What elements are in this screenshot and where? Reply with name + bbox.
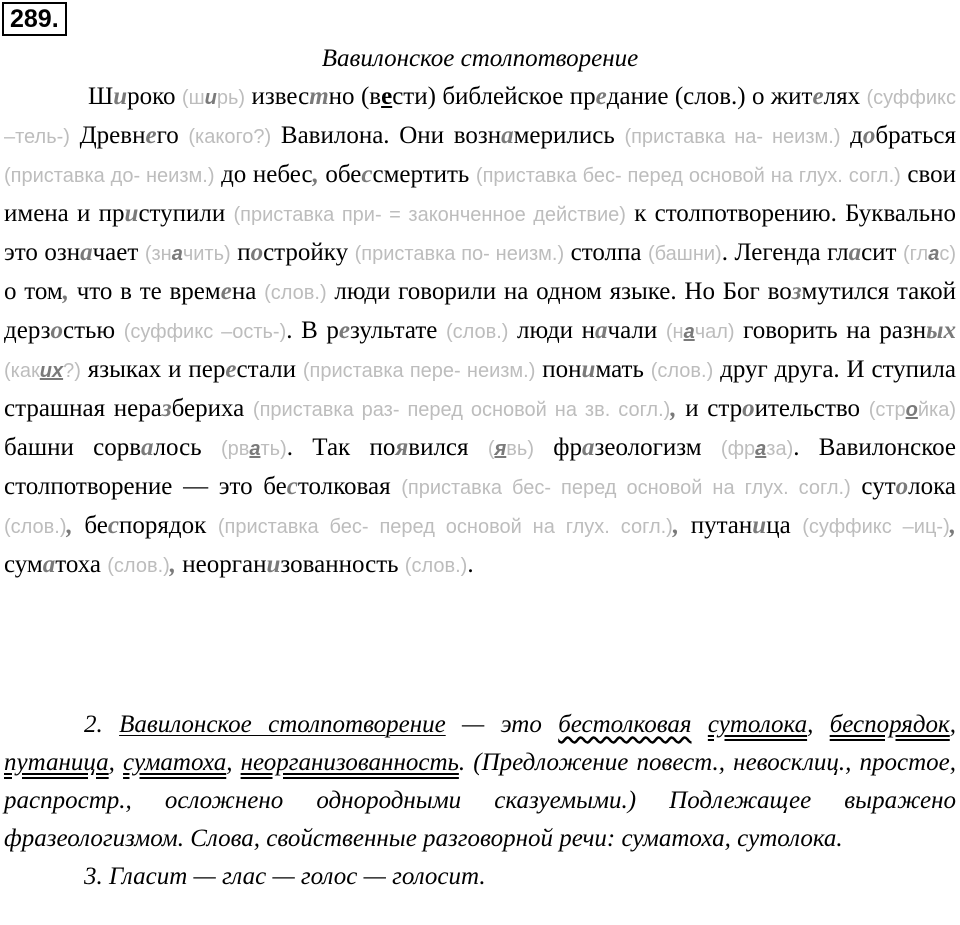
- orthogram-letter: и: [266, 551, 281, 578]
- predicate-word: суматоха: [123, 749, 227, 776]
- analysis-run: ,: [226, 749, 241, 776]
- text-run: зованность: [280, 551, 405, 578]
- orthogram-letter: о: [742, 395, 755, 422]
- orthogram-letter: их: [39, 360, 64, 382]
- orthogram-letter: ,: [169, 551, 177, 578]
- grey-note: (приставка пере- неизм.): [302, 360, 536, 382]
- text-paragraph: [4, 78, 956, 585]
- grey-note: (слов.): [650, 360, 714, 382]
- note-run: (: [487, 438, 495, 460]
- note-run: (зн: [144, 243, 172, 265]
- orthogram-letter: о: [250, 239, 264, 266]
- text-run: неорган: [176, 551, 267, 578]
- predicate-word: сутолока: [707, 711, 808, 738]
- note-run: вь): [506, 438, 534, 460]
- text-run: чали: [607, 317, 666, 344]
- grey-note: [221, 438, 287, 460]
- orthogram-letter: и: [204, 87, 217, 109]
- orthogram-letter: о: [905, 399, 918, 421]
- orthogram-letter: ,: [312, 161, 319, 188]
- text-run: д: [840, 122, 863, 149]
- text-run: вился: [408, 434, 488, 461]
- exercise-text: [4, 78, 956, 585]
- text-run: что в те врем: [68, 278, 221, 305]
- note-run: йка): [917, 399, 957, 421]
- note-run: (рв: [220, 438, 250, 460]
- text-run: . Так по: [286, 434, 396, 461]
- text-run: роко: [127, 83, 182, 110]
- text-run: мутился такой дерз: [4, 278, 957, 344]
- text-run: на: [231, 278, 265, 305]
- analysis-item-3: 3. Гласит — глас — голос — голосит.: [84, 863, 486, 890]
- orthogram-letter: а: [249, 438, 261, 460]
- orthogram-letter: а: [582, 434, 595, 461]
- orthogram-letter: а: [141, 434, 154, 461]
- orthogram-letter: а: [42, 551, 56, 578]
- note-run: (как: [4, 360, 40, 382]
- orthogram-letter: а: [928, 243, 940, 265]
- text-run: (в: [360, 83, 382, 110]
- text-run: сит: [861, 239, 903, 266]
- note-run: чить): [182, 243, 231, 265]
- text-run: и стр: [676, 395, 743, 422]
- text-run: дание (слов.) о жит: [606, 83, 813, 110]
- orthogram-letter: и: [581, 356, 596, 383]
- text-run: . Вавилонское столпотворение — это бе: [4, 434, 956, 500]
- grey-note: [145, 243, 231, 265]
- orthogram-letter: а: [683, 321, 695, 343]
- orthogram-letter: ,: [670, 395, 677, 422]
- text-run: браться: [875, 122, 956, 149]
- text-run: зультате: [349, 317, 446, 344]
- text-run: бериха: [171, 395, 253, 422]
- text-run: люди н: [508, 317, 596, 344]
- orthogram-letter: с: [361, 161, 373, 188]
- orthogram-letter: а: [848, 239, 862, 266]
- text-run: языках и пер: [80, 356, 226, 383]
- text-run: . Легенда гл: [721, 239, 849, 266]
- orthogram-letter: и: [752, 512, 767, 539]
- text-run: тоха: [55, 551, 108, 578]
- text-run: извес: [245, 83, 310, 110]
- text-run: говорить на разн: [734, 317, 927, 344]
- subject-phrase: Вавилонское столпотворение: [119, 711, 446, 738]
- orthogram-letter: о: [50, 317, 63, 344]
- analysis-run: ,: [949, 711, 957, 738]
- orthogram-letter: е: [225, 356, 237, 383]
- orthogram-letter: е: [145, 122, 157, 149]
- text-run: п: [230, 239, 251, 266]
- text-run: Ш: [88, 83, 114, 110]
- grey-note: (суффикс –иц-): [802, 516, 950, 538]
- note-run: рь): [216, 87, 246, 109]
- analysis-run: — это: [445, 711, 559, 738]
- orthogram-letter: я: [395, 434, 409, 461]
- grey-note: (приставка бес- перед основой на глух. согл.): [475, 165, 901, 187]
- text-run: к столпотворению. Буквально это озн: [4, 200, 956, 266]
- note-run: чал): [694, 321, 735, 343]
- note-run: (фр: [720, 438, 756, 460]
- text-run: фр: [534, 434, 583, 461]
- orthogram-letter: о: [862, 122, 876, 149]
- text-run: лях: [823, 83, 867, 110]
- orthogram-letter: с: [286, 473, 298, 500]
- grey-note: (слов.): [264, 282, 327, 304]
- orthogram-letter: з: [791, 278, 802, 305]
- note-run: с): [939, 243, 956, 265]
- grey-note: (слов.): [107, 555, 170, 577]
- predicate-word: путаница: [4, 749, 109, 776]
- orthogram-letter: т: [309, 83, 329, 110]
- text-run: ительство: [754, 395, 869, 422]
- grey-note: [721, 438, 793, 460]
- grey-note: (суффикс –тель-): [4, 87, 956, 148]
- orthogram-letter: ,: [949, 512, 956, 539]
- predicate-word: неорганизованность: [240, 749, 459, 776]
- text-run: друг друга. И ступила страшная нера: [4, 356, 957, 422]
- grey-note: (слов.): [445, 321, 509, 343]
- text-run: сут: [850, 473, 896, 500]
- text-run: порядок: [118, 512, 218, 539]
- text-run: люди говорили на одном языке. Но Бог во: [326, 278, 792, 305]
- orthogram-letter: и: [113, 83, 128, 110]
- orthogram-letter: е: [595, 83, 607, 110]
- analysis-run: ,: [807, 711, 830, 738]
- grey-note: (приставка бес- перед основой на глух. согл.): [217, 516, 673, 538]
- orthogram-letter: я: [494, 438, 507, 460]
- text-run: пон: [535, 356, 582, 383]
- grey-note: [869, 399, 956, 421]
- text-run: сум: [4, 551, 43, 578]
- grey-note: (приставка раз- перед основой на зв. согл.): [252, 399, 671, 421]
- analysis-item-2: [4, 706, 956, 858]
- grey-note: (приставка при- = законченное действие): [233, 204, 626, 226]
- orthogram-letter: а: [595, 317, 608, 344]
- note-run: (ш: [181, 87, 205, 109]
- orthogram-letter: а: [80, 239, 93, 266]
- orthogram-letter: а: [171, 243, 183, 265]
- text-run: обе: [318, 161, 362, 188]
- text-run: столпа: [564, 239, 648, 266]
- orthogram-letter: а: [755, 438, 767, 460]
- exercise-number: 289.: [2, 2, 67, 36]
- text-run: лось: [153, 434, 221, 461]
- grey-note: (слов.): [404, 555, 468, 577]
- text-run: зеологизм: [594, 434, 721, 461]
- note-run: (стр: [868, 399, 906, 421]
- orthogram-letter: е: [381, 83, 393, 110]
- text-run: башни сорв: [4, 434, 142, 461]
- text-run: смертить: [372, 161, 476, 188]
- text-run: мерились: [513, 122, 625, 149]
- grey-note: (приставка по- неизм.): [354, 243, 565, 265]
- text-title: Вавилонское столпотворение: [321, 45, 639, 72]
- text-run: сти) библейское пр: [392, 83, 596, 110]
- orthogram-letter: ,: [672, 512, 680, 539]
- text-run: лока: [908, 473, 956, 500]
- grey-note: (суффикс –ость-): [123, 321, 287, 343]
- note-run: ть): [260, 438, 287, 460]
- analysis-run: 2.: [84, 711, 120, 738]
- orthogram-letter: е: [220, 278, 232, 305]
- grey-note: [4, 360, 81, 382]
- orthogram-letter: е: [812, 83, 824, 110]
- orthogram-letter: ,: [66, 512, 73, 539]
- grey-note: [182, 87, 245, 109]
- modifier-word: бестолковая: [558, 711, 692, 738]
- grey-note: [903, 243, 956, 265]
- text-run: Вавилона. Они возн: [271, 122, 502, 149]
- analysis-run: . (Предложение повест., невосклиц., простое, распростр., осложнено однородными сказуемыми.) Подлежащее выражено фразеологизмом. Слова, свойственные разговорной речи: суматоха, сутолока.: [4, 749, 957, 852]
- analysis-section: [4, 706, 956, 896]
- orthogram-letter: с: [107, 512, 119, 539]
- grey-note: (приставка бес- перед основой на глух. согл.): [401, 477, 851, 499]
- text-run: путан: [679, 512, 753, 539]
- text-run: толковая: [297, 473, 402, 500]
- text-run: Древн: [69, 122, 146, 149]
- text-run: стали: [236, 356, 303, 383]
- orthogram-letter: а: [501, 122, 514, 149]
- orthogram-letter: ых: [926, 317, 956, 344]
- predicate-word: беспорядок: [829, 711, 950, 738]
- analysis-run: [692, 711, 708, 738]
- grey-note: [488, 438, 534, 460]
- text-run: стройку: [263, 239, 355, 266]
- text-run: бе: [72, 512, 108, 539]
- orthogram-letter: и: [124, 200, 139, 227]
- text-run: свои имена и пр: [4, 161, 957, 227]
- text-run: стью: [63, 317, 124, 344]
- orthogram-letter: ,: [62, 278, 69, 305]
- grey-note: [666, 321, 735, 343]
- note-run: (гл: [903, 243, 929, 265]
- text-run: но: [328, 83, 361, 110]
- grey-note: (приставка до- неизм.): [4, 165, 215, 187]
- text-run: ца: [766, 512, 803, 539]
- note-run: ?): [63, 360, 81, 382]
- note-run: (н: [665, 321, 684, 343]
- note-run: за): [766, 438, 794, 460]
- analysis-run: ,: [108, 749, 124, 776]
- grey-note: (слов.): [4, 516, 67, 538]
- grey-note: (башни): [648, 243, 722, 265]
- grey-note: (какого?): [188, 126, 272, 148]
- orthogram-letter: з: [161, 395, 172, 422]
- grey-note: (приставка на- неизм.): [624, 126, 841, 148]
- text-run: . В р: [286, 317, 339, 344]
- text-run: чает: [92, 239, 145, 266]
- text-run: ступили: [138, 200, 234, 227]
- orthogram-letter: е: [338, 317, 350, 344]
- text-run: мать: [595, 356, 651, 383]
- text-run: го: [156, 122, 189, 149]
- text-run: о том: [4, 278, 63, 305]
- text-run: до небес: [214, 161, 313, 188]
- orthogram-letter: о: [895, 473, 909, 500]
- text-run: .: [467, 551, 474, 578]
